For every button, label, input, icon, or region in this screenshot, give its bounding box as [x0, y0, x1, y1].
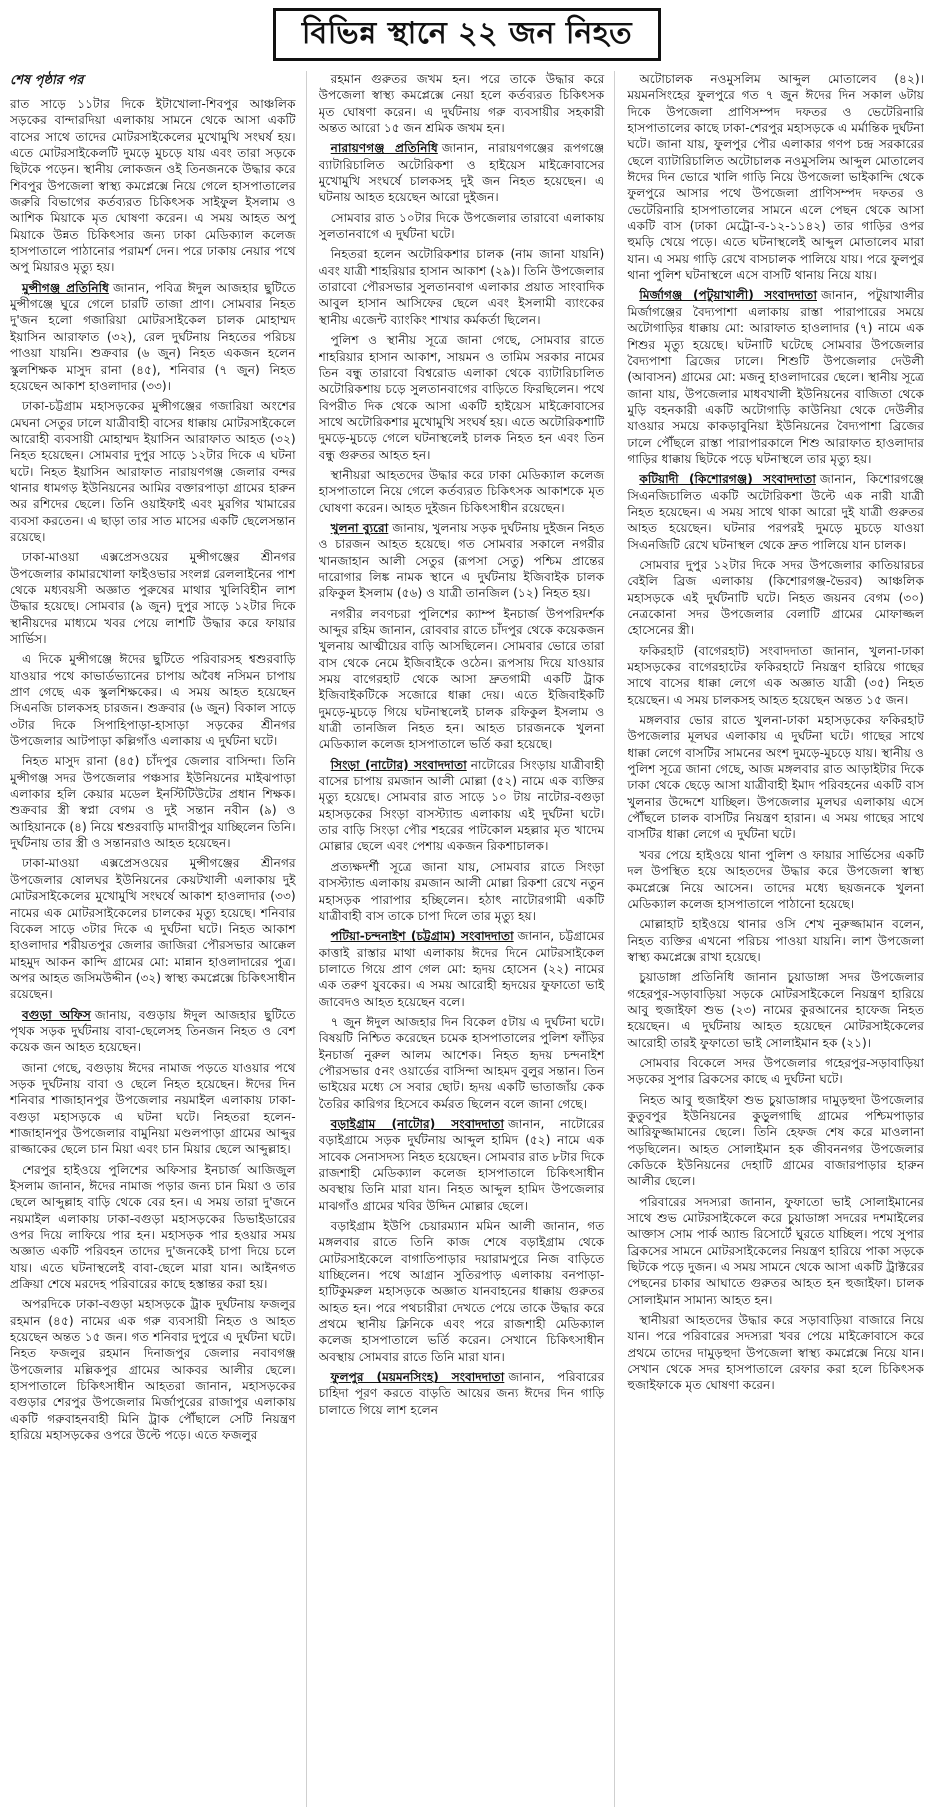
dateline: পটিয়া-চন্দনাইশ (চট্টগ্রাম) সংবাদদাতা [330, 929, 514, 944]
article-paragraph [627, 287, 924, 467]
article-paragraph [319, 140, 605, 205]
paragraph-text: জানায়, খুলনায় সড়ক দুর্ঘটনায় দুইজন নিহত ও চারজন আহত হয়েছে। গত সোমবার সকালে নগরীর খানজাহান আলী সেতুর (রূপসা সেতু) পশ্চিম প্রান্তের দারোগার লিঙ্ক নামক স্থানে এ দুর্ঘটনায় ইজিবাইক চালক রফিকুল ইসলাম (৫৬) ও যাত্রী তানজিল (১২) নিহত হয়। [318, 520, 605, 601]
paragraph-text: নাটোরের সিংড়ায় যাত্রীবাহী বাসের চাপায় রমজান আলী মোল্লা (৫২) নামে এক ব্যক্তির মৃত্যু হয়েছে। সোমবার রাত সাড়ে ১০ টায় নাটোর-বগুড়া মহাসড়কের সিংড়া বাসস্ট্যান্ড এলাকায় এই দুর্ঘটনা ঘটে। তার বাড়ি সিংড়া পৌর শহরের পাটকোল মহল্লার মৃত খাদেম মোল্লার ছেলে এবং পেশায় একজন রিকশাচালক। [318, 757, 605, 854]
paragraph-text: নিহত মাসুদ রানা (৪৫) চাঁদপুর জেলার বাসিন্দা। তিনি মুন্সীগঞ্জ সদর উপজেলার পঞ্চসার ইউনিয়নের মাইঝপাড়া এলাকার হলি কেয়ার মডেল ইনস্টিটিউটের প্রধান শিক্ষক। শুক্রবার স্ত্রী স্বপ্না বেগম ও দুই সন্তান নবীন (৯) ও আহিয়ানকে (৪) নিয়ে শ্বশুরবাড়ি মাদারীপুর যাচ্ছিলেন তিনি। দুর্ঘটনায় তার স্ত্রী ও সন্তানরাও আহত হয়েছেন। [10, 754, 296, 851]
paragraph-text: খবর পেয়ে হাইওয়ে থানা পুলিশ ও ফায়ার সার্ভিসের একটি দল উপস্থিত হয়ে আহতদের উদ্ধার করে উপজেলা স্বাস্থ্য কমপ্লেক্সে নিয়ে আসেন। তাদের মধ্যে ছয়জনকে খুলনা মেডিক্যাল কলেজ হাসপাতালে পাঠানো হয়েছে। [627, 847, 924, 911]
paragraph-text: ৭ জুন ঈদুল আজহার দিন বিকেল ৫টায় এ দুর্ঘটনা ঘটে। বিষয়টি নিশ্চিত করেছেন চমেক হাসপাতালের পুলিশ ফাঁড়ির ইনচার্জ নুরুল আলম আশেক। নিহত হৃদয় চন্দনাইশ পৌরসভার ৫নং ওয়ার্ডের বাসিন্দা আহমদ বুলুর সন্তান। তিন ভাইয়ের মধ্যে সে সবার ছোট। হৃদয় একটি ভাতাজাঁয় কেক তৈরির কারিগর হিসেবে কর্মরত ছিলেন বলে জানা গেছে। [318, 1014, 605, 1111]
article-paragraph [10, 398, 296, 545]
paragraph-text: জানান, পবিত্র ঈদুল আজহার ছুটিতে মুন্সীগঞ্জে ঘুরে গেলে চারটি তাজা প্রাণ। সোমবার নিহত দু'জন হলো গজারিয়া মোটরসাইকেল চালক মোহাম্মদ ইয়াসিন আরাফাত (৩২), রেল দুর্ঘটনায় নিহতের পরিচয় পাওয়া যায়নি। শুক্রবার (৬ জুন) নিহত একজন হলেন স্কুলশিক্ষক মাসুদ রানা (৪৫), শনিবার (৭ জুন) নিহত হয়েছেন আকাশ হাওলাদার (৩৩)। [10, 280, 296, 393]
article-paragraph [319, 467, 605, 516]
dateline: মির্জাগঞ্জ (পটুয়াখালী) সংবাদদাতা [639, 288, 817, 303]
article-paragraph [319, 210, 605, 243]
article-paragraph [10, 651, 296, 749]
paragraph-text: পরিবারের সদস্যরা জানান, ফুফাতো ভাই সোলাইমানের সাথে শুভ মোটরসাইকেলে করে চুয়াডাঙ্গা সদরের দশমাইলের আক্তাস সোম পার্ক অ্যান্ড রিসোর্টে ঘুরতে যাচ্ছিল। পথে সুপার ব্রিকসের সামনে মোটরসাইকেলের নিয়ন্ত্রণ হারিয়ে পাকা সড়কে ছিটকে পড়ে দুজন। এ সময় সামনে থেকে আসা একটি ট্রাক্টরের পেছনের চাকার আঘাতে গুরুতর আহত হন হুজাইফা। চালক সোলাইমান সামান্য আহত হন। [627, 1194, 924, 1307]
article-paragraph [10, 1296, 296, 1443]
article-paragraph [627, 1312, 924, 1394]
article-paragraph [10, 855, 296, 1002]
article-paragraph [319, 606, 605, 753]
dateline: বড়াইগ্রাম (নাটোর) সংবাদদাতা [330, 1116, 504, 1131]
paragraph-text: সোমবার বিকেলে সদর উপজেলার গহেরপুর-সড়াবাড়িয়া সড়কের সুপার ব্রিকসের কাছে এ দুর্ঘটনা ঘটে। [627, 1055, 924, 1087]
paragraph-text: অপরদিকে ঢাকা-বগুড়া মহাসড়কে ট্রাক দুর্ঘটনায় ফজলুর রহমান (৪৫) নামের এক গরু ব্যবসায়ী নিহত ও আহত হয়েছেন অন্তত ১৫ জন। গত শনিবার দুপুরে এ দুর্ঘটনা ঘটে। নিহত ফজলুর রহমান দিনাজপুর জেলার নবাবগঞ্জ উপজেলার মল্লিকপুর গ্রামের আকবর আলীর ছেলে। হাসপাতালে চিকিৎসাধীন আহতরা জানান, মহাসড়কের বগুড়ার শেরপুর উপজেলার মির্জাপুরের রাজাপুর এলাকায় একটি গরুবাহনবাহী মিনি ট্রাক পৌঁছালে সেটি নিয়ন্ত্রণ হারিয়ে মহাসড়কের ওপরে উল্টে পড়ে। এতে ফজলুর [10, 1297, 296, 1443]
paragraph-text: পুলিশ ও স্থানীয় সূত্রে জানা গেছে, সোমবার রাতে শাহরিয়ার হাসান আকাশ, সায়মন ও তামিম সরকার নামের তিন বন্ধু তারাবো বিশ্বরোড এলাকা থেকে ব্যাটারিচালিত অটোরিকশায় চড়ে সুলতানবাগের বাড়িতে ফিরছিলেন। পথে বিপরীত দিক থেকে আসা একটি হাইয়েস মাইক্রোবাসের সাথে অটোরিকশার মুখোমুখি সংঘর্ষ হয়। এতে অটোরিকশাটি দুমড়ে-মুচড়ে গেলে ঘটনাস্থলেই চালক নিহত হন এবং তিন বন্ধু গুরুতর আহত হন। [318, 333, 605, 462]
article-paragraph [319, 520, 605, 602]
article-paragraph [319, 246, 605, 328]
article-paragraph [627, 557, 924, 639]
continued-label: শেষ পৃষ্ঠার পর [10, 73, 84, 88]
article-paragraph [627, 969, 924, 1051]
article-column-2 [319, 71, 616, 1807]
paragraph-text: সোমবার দুপুর ১২টার দিকে সদর উপজেলার কাতিয়ারচর বেইলি ব্রিজ এলাকায় (কিশোরগঞ্জ-ভৈরব) আঞ্চলিক মহাসড়কে এই দুর্ঘটনাটি ঘটে। নিহত জয়নব বেগম (৩০) নেত্রকোনা সদর উপজেলার বেলাটি গ্রামের মোফাজ্জল হোসেনের স্ত্রী। [627, 557, 924, 638]
dateline: সিংড়া (নাটোর) সংবাদদাতা [330, 757, 467, 772]
article-paragraph [10, 1007, 296, 1056]
paragraph-text: স্থানীয়রা আহতদের উদ্ধার করে সড়াবাড়িয়া বাজারে নিয়ে যান। পরে পরিবারের সদস্যরা খবর পেয়ে মাইক্রোবাসে করে প্রথমে তাদের দামুড়হুদা উপজেলা স্বাস্থ্য কমপ্লেক্সে নিয়ে যান। সেখান থেকে সদর হাসপাতালে রেফার করা হলে চিকিৎসক হুজাইফাকে মৃত ঘোষণা করেন। [627, 1313, 924, 1393]
article-paragraph [10, 1060, 296, 1158]
article-paragraph [319, 71, 605, 136]
article-paragraph [319, 1369, 605, 1418]
article-paragraph [627, 712, 924, 843]
article-paragraph [627, 643, 924, 708]
paragraph-text: ঢাকা-মাওয়া এক্সপ্রেসওয়ের মুন্সীগঞ্জের শ্রীনগর উপজেলার ষোলঘর ইউনিয়নের কেয়টখালী এলাকায় দুই মোটরসাইকেলের মুখোমুখি সংঘর্ষে আকাশ হাওলাদার (৩৩) নামের এক মোটরসাইকেলের চালকের মৃত্যু হয়েছে। শনিবার বিকেল সাড়ে ৩টার দিকে এ দুর্ঘটনা ঘটে। নিহত আকাশ হাওলাদার শরীয়তপুর জেলার জাজিরা পৌরসভার আক্কেল মাহমুদ আকন কান্দি গ্রামের মো: মান্নান হাওলাদারের পুত্র। অপর আহত জসিমউদ্দীন (৩২) স্বাস্থ্য কমপ্লেক্সে চিকিৎসাধীন রয়েছেন। [10, 856, 296, 1002]
paragraph-text: জানান, পরিবারের চাহিদা পূরণ করতে বাড়তি আয়ের জন্য ঈদের দিন গাড়ি চালাতে গিয়ে লাশ হলেন [318, 1370, 605, 1417]
article-paragraph [10, 753, 296, 851]
paragraph-text: প্রত্যক্ষদর্শী সূত্রে জানা যায়, সোমবার রাতে সিংড়া বাসস্ট্যান্ড এলাকায় রমজান আলী মোল্লা রিকশা রেখে নতুন মহাসড়ক পারাপার হচ্ছিলেন। হঠাৎ নাটোরগামী একটি যাত্রীবাহী বাস তাকে চাপা দিলে তার মৃত্যু হয়। [318, 859, 605, 923]
article-paragraph [319, 1218, 605, 1365]
paragraph-text: রাত সাড়ে ১১টার দিকে ইটাখোলা-শিবপুর আঞ্চলিক সড়কের বান্দারদিয়া এলাকায় সামনে থেকে আসা একটি বাসের সাথে তাদের মোটরসাইকেলের মুখোমুখি সংঘর্ষ হয়। এতে মোটরসাইকেলটি দুমড়ে মুচড়ে যায় এবং তারা সড়কে ছিটকে পড়েন। স্থানীয় লোকজন ওই তিনজনকে উদ্ধার করে শিবপুর উপজেলা স্বাস্থ্য কমপ্লেক্সে নিয়ে গেলে হাসপাতালের জরুরি বিভাগের কর্তব্যরত চিকিৎসক সাইফুল ইসলাম ও আশিক মিয়াকে মৃত ঘোষণা করেন। এ সময় আহত অপু মিয়াকে উন্নত চিকিৎসার জন্য ঢাকা মেডিক্যাল কলেজ হাসপাতালে পাঠানোর পরামর্শ দেন। পরে ঢাকায় নেয়ার পথে অপু মিয়ারও মৃত্যু হয়। [10, 97, 296, 275]
dateline: খুলনা ব্যুরো [330, 520, 389, 535]
paragraph-text: জানান, নারায়ণগঞ্জের রূপগঞ্জে ব্যাটারিচালিত অটোরিকশা ও হাইয়েস মাইক্রোবাসের মুখোমুখি সংঘর্ষে চালকসহ দুই জন নিহত হয়েছেন। এ ঘটনায় আহত হয়েছেন আরো দুইজন। [318, 141, 605, 205]
paragraph-text: ঢাকা-মাওয়া এক্সপ্রেসওয়ের মুন্সীগঞ্জের শ্রীনগর উপজেলার কামারখোলা ফাইওভার সংলগ্ন রেললাইনের পাশ থেকে মধ্যবয়সী অজ্ঞাত পুরুষের মাথার খুলিবিহীন লাশ উদ্ধার হয়েছে। সোমবার (৯ জুন) দুপুর সাড়ে ১২টার দিকে স্থানীয়দের মাধ্যমে খবর পেয়ে লাশটি উদ্ধার করে ফায়ার সার্ভিস। [10, 550, 296, 646]
article-column-3 [627, 71, 924, 1807]
dateline: কটিয়াদী (কিশোরগঞ্জ) সংবাদদাতা [639, 472, 816, 487]
article-paragraph [627, 847, 924, 912]
article-paragraph [627, 1092, 924, 1190]
paragraph-text: জানা গেছে, বগুড়ায় ঈদের নামাজ পড়তে যাওয়ার পথে সড়ক দুর্ঘটনায় বাবা ও ছেলে নিহত হয়েছেন। ঈদের দিন শনিবার শাজাহানপুর উপজেলার নয়মাইল এলাকায় ঢাকা-বগুড়া মহাসড়কে এ ঘটনা ঘটে। নিহতরা হলেন- শাজাহানপুর উপজেলার বামুনিয়া মণ্ডলপাড়া গ্রামের আব্দুর রাজ্জাকের ছেলে চান মিয়া এবং চান মিয়ার ছেলে আব্দুল্লাহ। [10, 1060, 296, 1157]
article-paragraph [627, 71, 924, 283]
article-paragraph [319, 1014, 605, 1112]
paragraph-text: বড়াইগ্রাম ইউপি চেয়ারম্যান মমিন আলী জানান, গত মঙ্গলবার রাতে তিনি কাজ শেষে বড়াইগ্রাম থেকে মোটরসাইকেলে বাগাতিপাড়ার দয়ারামপুরে নিজ বাড়িতে যাচ্ছিলেন। পথে আগ্রান সুতিরপাড় এলাকায় বনপাড়া-হাটিকুমরুল মহাসড়কে অজ্ঞাত যানবাহনের ধাক্কায় গুরুতর আহত হন। পরে পথচারীরা দেখতে পেয়ে তাকে উদ্ধার করে প্রথমে স্থানীয় ক্লিনিকে এবং পরে রাজশাহী মেডিক্যাল কলেজ হাসপাতালে ভর্তি করেন। সেখানে চিকিৎসাধীন অবস্থায় সোমবার রাতে তিনি মারা যান। [318, 1219, 605, 1364]
paragraph-text: অটোচালক নওমুসলিম আব্দুল মোতালেব (৪২)। ময়মনসিংহের ফুলপুরে গত ৭ জুন ঈদের দিন সকাল ৬টায় দিকে উপজেলা প্রাণিসম্পদ দফতর ও ভেটেরিনারি হাসপাতালের কাছে ঢাকা-শেরপুর মহাসড়কে এ মর্মান্তিক দুর্ঘটনা ঘটে। জানা যায়, ফুলপুর পৌর এলাকার গণপ চন্দ্র সরকারের ছেলে ব্যাটারিচালিত অটোচালক নওমুসলিম আব্দুল মোতালেব ঈদের দিন ভোরে খালি গাড়ি নিয়ে উপজেলা ভাইকান্দি থেকে ফুলপুরে আসার পথে উপজেলা প্রাণিসম্পদ দফতর ও ভেটেরিনারি হাসপাতালের সামনে এলে পেছন থেকে আসা একটি বাস (ঢাকা মেট্রো-ব-১২-১১৪২) তার গাড়ির ওপর হুমড়ি খেয়ে পড়ে। এতে ঘটনাস্থলেই আব্দুল মোতালেব মারা যান। এ সময় গাড়ি রেখে বাসচালক পালিয়ে যায়। পরে ফুলপুর থানা পুলিশ ঘটনাস্থলে এসে বাসটি থানায় নিয়ে যায়। [627, 72, 924, 283]
article-column-1 [10, 71, 307, 1807]
article-paragraph [10, 96, 296, 276]
paragraph-text: সোমবার রাত ১০টার দিকে উপজেলার তারাবো এলাকায় সুলতানবাগে এ দুর্ঘটনা ঘটে। [318, 210, 605, 242]
paragraph-text: শেরপুর হাইওয়ে পুলিশের অফিসার ইনচার্জ আজিজুল ইসলাম জানান, ঈদের নামাজ পড়ার জন্য চান মিয়া ও তার ছেলে আব্দুল্লাহ বাড়ি থেকে বের হন। এ সময় তারা দু'জনে নয়মাইল এলাকায় ঢাকা-বগুড়া মহাসড়কের ডিভাইডারের ওপর দিয়ে লাফিয়ে পার হন। মহাসড়ক পার হওয়ার সময় অজ্ঞাত একটি পরিবহন তাদের দু'জনকেই চাপা দিয়ে চলে যায়। এতে ঘটনাস্থলেই বাবা-ছেলে মারা যান। আইনগত প্রক্রিয়া শেষে মরদেহ পরিবারের কাছে হস্তান্তর করা হয়। [10, 1162, 296, 1292]
paragraph-text: চুয়াডাঙ্গা প্রতিনিধি জানান চুয়াডাঙ্গা সদর উপজেলার গহেরপুর-সড়াবাড়িয়া সড়কে মোটরসাইকেলে নিয়ন্ত্রণ হারিয়ে আবু হুজাইফা শুভ (২৩) নামের কুরআনের হাফেজ নিহত হয়েছেন। এ দুর্ঘটনায় আহত হয়েছেন মোটরসাইকেলের আরোহী তারই ফুফাতো ভাই সোলাইমান হক (২১)। [627, 970, 924, 1050]
paragraph-text: ফকিরহাট (বাগেরহাট) সংবাদদাতা জানান, খুলনা-ঢাকা মহাসড়কের বাগেরহাটের ফকিরহাটে নিয়ন্ত্রণ হারিয়ে গাছের সাথে বাসের ধাক্কা লেগে এক অজ্ঞাত যাত্রী (৩৫) নিহত হয়েছেন। এ সময় চালকসহ আহত হয়েছেন অন্তত ১৫ জন। [627, 643, 924, 707]
article-paragraph [10, 280, 296, 394]
paragraph-text: জানান, নাটোরের বড়াইগ্রামে সড়ক দুর্ঘটনায় আব্দুল হামিদ (৫২) নামে এক সাবেক সেনাসদস্য নিহত হয়েছেন। সোমবার রাত ৮টার দিকে রাজশাহী মেডিক্যাল কলেজ হাসপাতালে চিকিৎসাধীন অবস্থায় তিনি মারা যান। নিহত আব্দুল হামিদ উপজেলার মাঝগাঁও গ্রামের খবির উদ্দিন মোল্লার ছেলে। [318, 1116, 605, 1213]
paragraph-text: মোল্লাহাট হাইওয়ে থানার ওসি শেখ নুরুজ্জামান বলেন, নিহত ব্যক্তির এখনো পরিচয় পাওয়া যায়নি। লাশ উপজেলা স্বাস্থ্য কমপ্লেক্সে রাখা হয়েছে। [627, 917, 924, 964]
paragraph-text: ঢাকা-চট্টগ্রাম মহাসড়কের মুন্সীগঞ্জের গজারিয়া অংশের মেঘনা সেতুর ঢালে যাত্রীবাহী বাসের ধাক্কায় মোটরসাইকেলে আরোহী ব্যবসায়ী মোহাম্মদ ইয়াসিন আরাফাত আহত (৩২) নিহত হয়েছেন। সোমবার দুপুর সাড়ে ১২টার দিকে এ ঘটনা ঘটে। নিহত ইয়াসিন আরাফাত নারায়ণগঞ্জ জেলার বন্দর থানার ধামগড় ইউনিয়নের আমির বক্তারপাড়া গ্রামের হারুন অর রশিদের ছেলে। তিনি ওয়াইফাই এবং মুরগির খামারের ব্যবসা করতেন। এ ছাড়া তার সাত মাসের একটি ছেলেসন্তান রয়েছে। [10, 399, 296, 544]
dateline: নারায়ণগঞ্জ প্রতিনিধি [330, 141, 438, 156]
paragraph-text: জানান, পটুয়াখালীর মির্জাগঞ্জের বৈদ্যপাশা এলাকায় রাস্তা পারাপারের সময়ে অটোগাড়ির ধাক্কায় মো: আরাফাত হাওলাদার (৭) নামে এক শিশুর মৃত্যু হয়েছে। ঘটনাটি ঘটেছে সোমবার উপজেলার বৈদ্যপাশা ব্রিজের ঢালে। শিশুটি উপজেলার দেউলী (আবাসন) গ্রামের মো: মজনু হাওলাদারের ছেলে। স্থানীয় সূত্রে জানা যায়, উপজেলার মাধবখালী ইউনিয়নের বাজিতা থেকে মুড়ি বহনকারী একটি অটোগাড়ি কাউনিয়া থেকে দেউলীর যাওয়ার সময়ে কাকড়াবুনিয়া ইউনিয়নের বৈদ্যপাশা ব্রিজের ঢালে পৌঁছলে রাস্তা পারাপারকালে শিশু আরাফাত হাওলাদার গাড়ির ধাক্কায় ছিটকে পড়ে ঘটনাস্থলে তার মৃত্যু হয়। [627, 288, 924, 466]
article-paragraph [319, 928, 605, 1010]
paragraph-text: রহমান গুরুতর জখম হন। পরে তাকে উদ্ধার করে উপজেলা স্বাস্থ্য কমপ্লেক্সে নেয়া হলে কর্তব্যরত চিকিৎসক মৃত ঘোষণা করেন। এ দুর্ঘটনায় গরু ব্যবসায়ীর সহকারী অন্তত আরো ১৫ জন শ্রমিক জখম হন। [318, 72, 605, 136]
paragraph-text: নগরীর লবণচরা পুলিশের ক্যাম্প ইনচার্জ উপপরিদর্শক আব্দুর রহিম জানান, রোববার রাতে চাঁদপুর থেকে কয়েকজন খুলনায় আত্মীয়ের বাড়ি আসছিলেন। সোমবার ভোরে তারা বাস থেকে নেমে ইজিবাইকে ওঠেন। রূপসায় দিয়ে যাওয়ার সময় বাগেরহাট থেকে আসা দ্রুতগামী একটি ট্রাক ইজিবাইকটিকে সজোরে ধাক্কা দেয়। এতে ইজিবাইকটি দুমড়ে-মুচড়ে গিয়ে ঘটনাস্থলেই চালক রফিকুল ইসলাম ও যাত্রী তানজিল নিহত হন। আহত চারজনকে খুলনা মেডিক্যাল কলেজ হাসপাতালে ভর্তি করা হয়েছে। [318, 606, 605, 752]
paragraph-text: মঙ্গলবার ভোর রাতে খুলনা-ঢাকা মহাসড়কের ফকিরহাট উপজেলার মূলঘর এলাকায় এ দুর্ঘটনা ঘটে। গাছের সাথে ধাক্কা লেগে বাসটির সামনের অংশ দুমড়ে-মুচড়ে যায়। স্থানীয় ও পুলিশ সূত্রে জানা গেছে, আজ মঙ্গলবার রাত আড়াইটার দিকে ঢাকা থেকে ছেড়ে আসা যাত্রীবাহী ইমাদ পরিবহনের একটি বাস খুলনার উদ্দেশে যাচ্ছিল। উপজেলার মূলঘর এলাকায় এসে পৌঁছলে চালক বাসটির নিয়ন্ত্রণ হারান। এ সময় গাছের সাথে বাসটির ধাক্কা লেগে এ দুর্ঘটনা ঘটে। [627, 713, 924, 842]
article-paragraph [627, 916, 924, 965]
dateline: বগুড়া অফিস [22, 1007, 91, 1022]
article-paragraph [319, 332, 605, 463]
article-paragraph [319, 757, 605, 855]
paragraph-text: জানান, কিশোরগঞ্জে সিএনজিচালিত একটি অটোরিকশা উল্টে এক নারী যাত্রী নিহত হয়েছেন। এ সময় সাথে থাকা আরো দুই যাত্রী গুরুতর আহত হয়েছেন। ঘটনার পরপরই দুমড়ে মুচড়ে যাওয়া সিএনজিটি রেখে ঘটনাস্থল থেকে দ্রুত পালিয়ে যান চালক। [627, 472, 924, 552]
article-paragraph [10, 549, 296, 647]
paragraph-text: এ দিকে মুন্সীগঞ্জে ঈদের ছুটিতে পরিবারসহ শ্বশুরবাড়ি যাওয়ার পথে কাভার্ডভ্যানের চাপায় অবৈধ নসিমন চাপায় প্রাণ গেছে এক স্কুলশিক্ষকের। এ সময় আহত হয়েছেন সিএনজি চালকসহ চারজন। শুক্রবার (৬ জুন) বিকাল সাড়ে ৩টার দিকে সিপাহিপাড়া-হাসাড়া সড়কের শ্রীনগর উপজেলার আটপাড়া কল্লিগাঁও এলাকায় এ দুর্ঘটনা ঘটে। [10, 652, 296, 749]
dateline: ফুলপুর (ময়মনসিংহ) সংবাদদাতা [330, 1370, 505, 1385]
article-paragraph [627, 471, 924, 553]
article-paragraph [319, 859, 605, 924]
headline-container [10, 8, 924, 61]
paragraph-text: স্থানীয়রা আহতদের উদ্ধার করে ঢাকা মেডিক্যাল কলেজ হাসপাতালে নিয়ে গেলে কর্তব্যরত চিকিৎসক আকাশকে মৃত ঘোষণা করেন। আহত দুইজন চিকিৎসাধীন রয়েছেন। [318, 467, 605, 515]
article-columns [10, 71, 924, 1807]
article-paragraph [319, 1116, 605, 1214]
paragraph-text: নিহত আবু হুজাইফা শুভ চুয়াডাঙ্গার দামুড়হুদা উপজেলার কুতুবপুর ইউনিয়নের কুড়ুলগাছি গ্রামের পশ্চিমপাড়ার আরিফুজ্জামানের ছেলে। তিনি হেফজ শেষ করে মাওলানা পড়ছিলেন। আহত সোলাইমান হক জীবননগর উপজেলার কেডিকে ইউনিয়নের দেহাটি গ্রামের বাজারপাড়ার হারুন আলীর ছেলে। [627, 1092, 924, 1189]
headline: বিভিন্ন স্থানে ২২ জন নিহত [273, 8, 661, 61]
dateline: মুন্সীগঞ্জ প্রতিনিধি [22, 280, 109, 295]
article-paragraph [627, 1055, 924, 1088]
paragraph-text: জানান, চট্টগ্রামের কাত্তাই রাস্তার মাথা এলাকায় ঈদের দিনে মোটরসাইকেল চালাতে গিয়ে প্রাণ গেল মো: হৃদয় হোসেন (২২) নামের এক তরুণ যুবকের। এ সময় আরোহী হৃদয়ের ফুফাতো ভাই জাবেদও আহত হয়েছেন বলে। [318, 929, 605, 1009]
article-paragraph [627, 1194, 924, 1308]
paragraph-text: নিহতরা হলেন অটোরিকশার চালক (নাম জানা যায়নি) এবং যাত্রী শাহরিয়ার হাসান আকাশ (২৯)। তিনি উপজেলার তারাবো পৌরসভার সুলতানবাগ এলাকার প্রয়াত সাংবাদিক আবুল হাসান আসিফের ছেলে এবং ইসলামী ব্যাংকের স্থানীয় এজেন্ট ব্যাংকিং শাখার কর্মকর্তা ছিলেন। [318, 247, 605, 327]
paragraph-text: জানায়, বগুড়ায় ঈদুল আজহার ছুটিতে পৃথক সড়ক দুর্ঘটনায় বাবা-ছেলেসহ তিনজন নিহত ও বেশ কয়েক জন আহত হয়েছেন। [10, 1007, 296, 1055]
article-paragraph [10, 1162, 296, 1293]
